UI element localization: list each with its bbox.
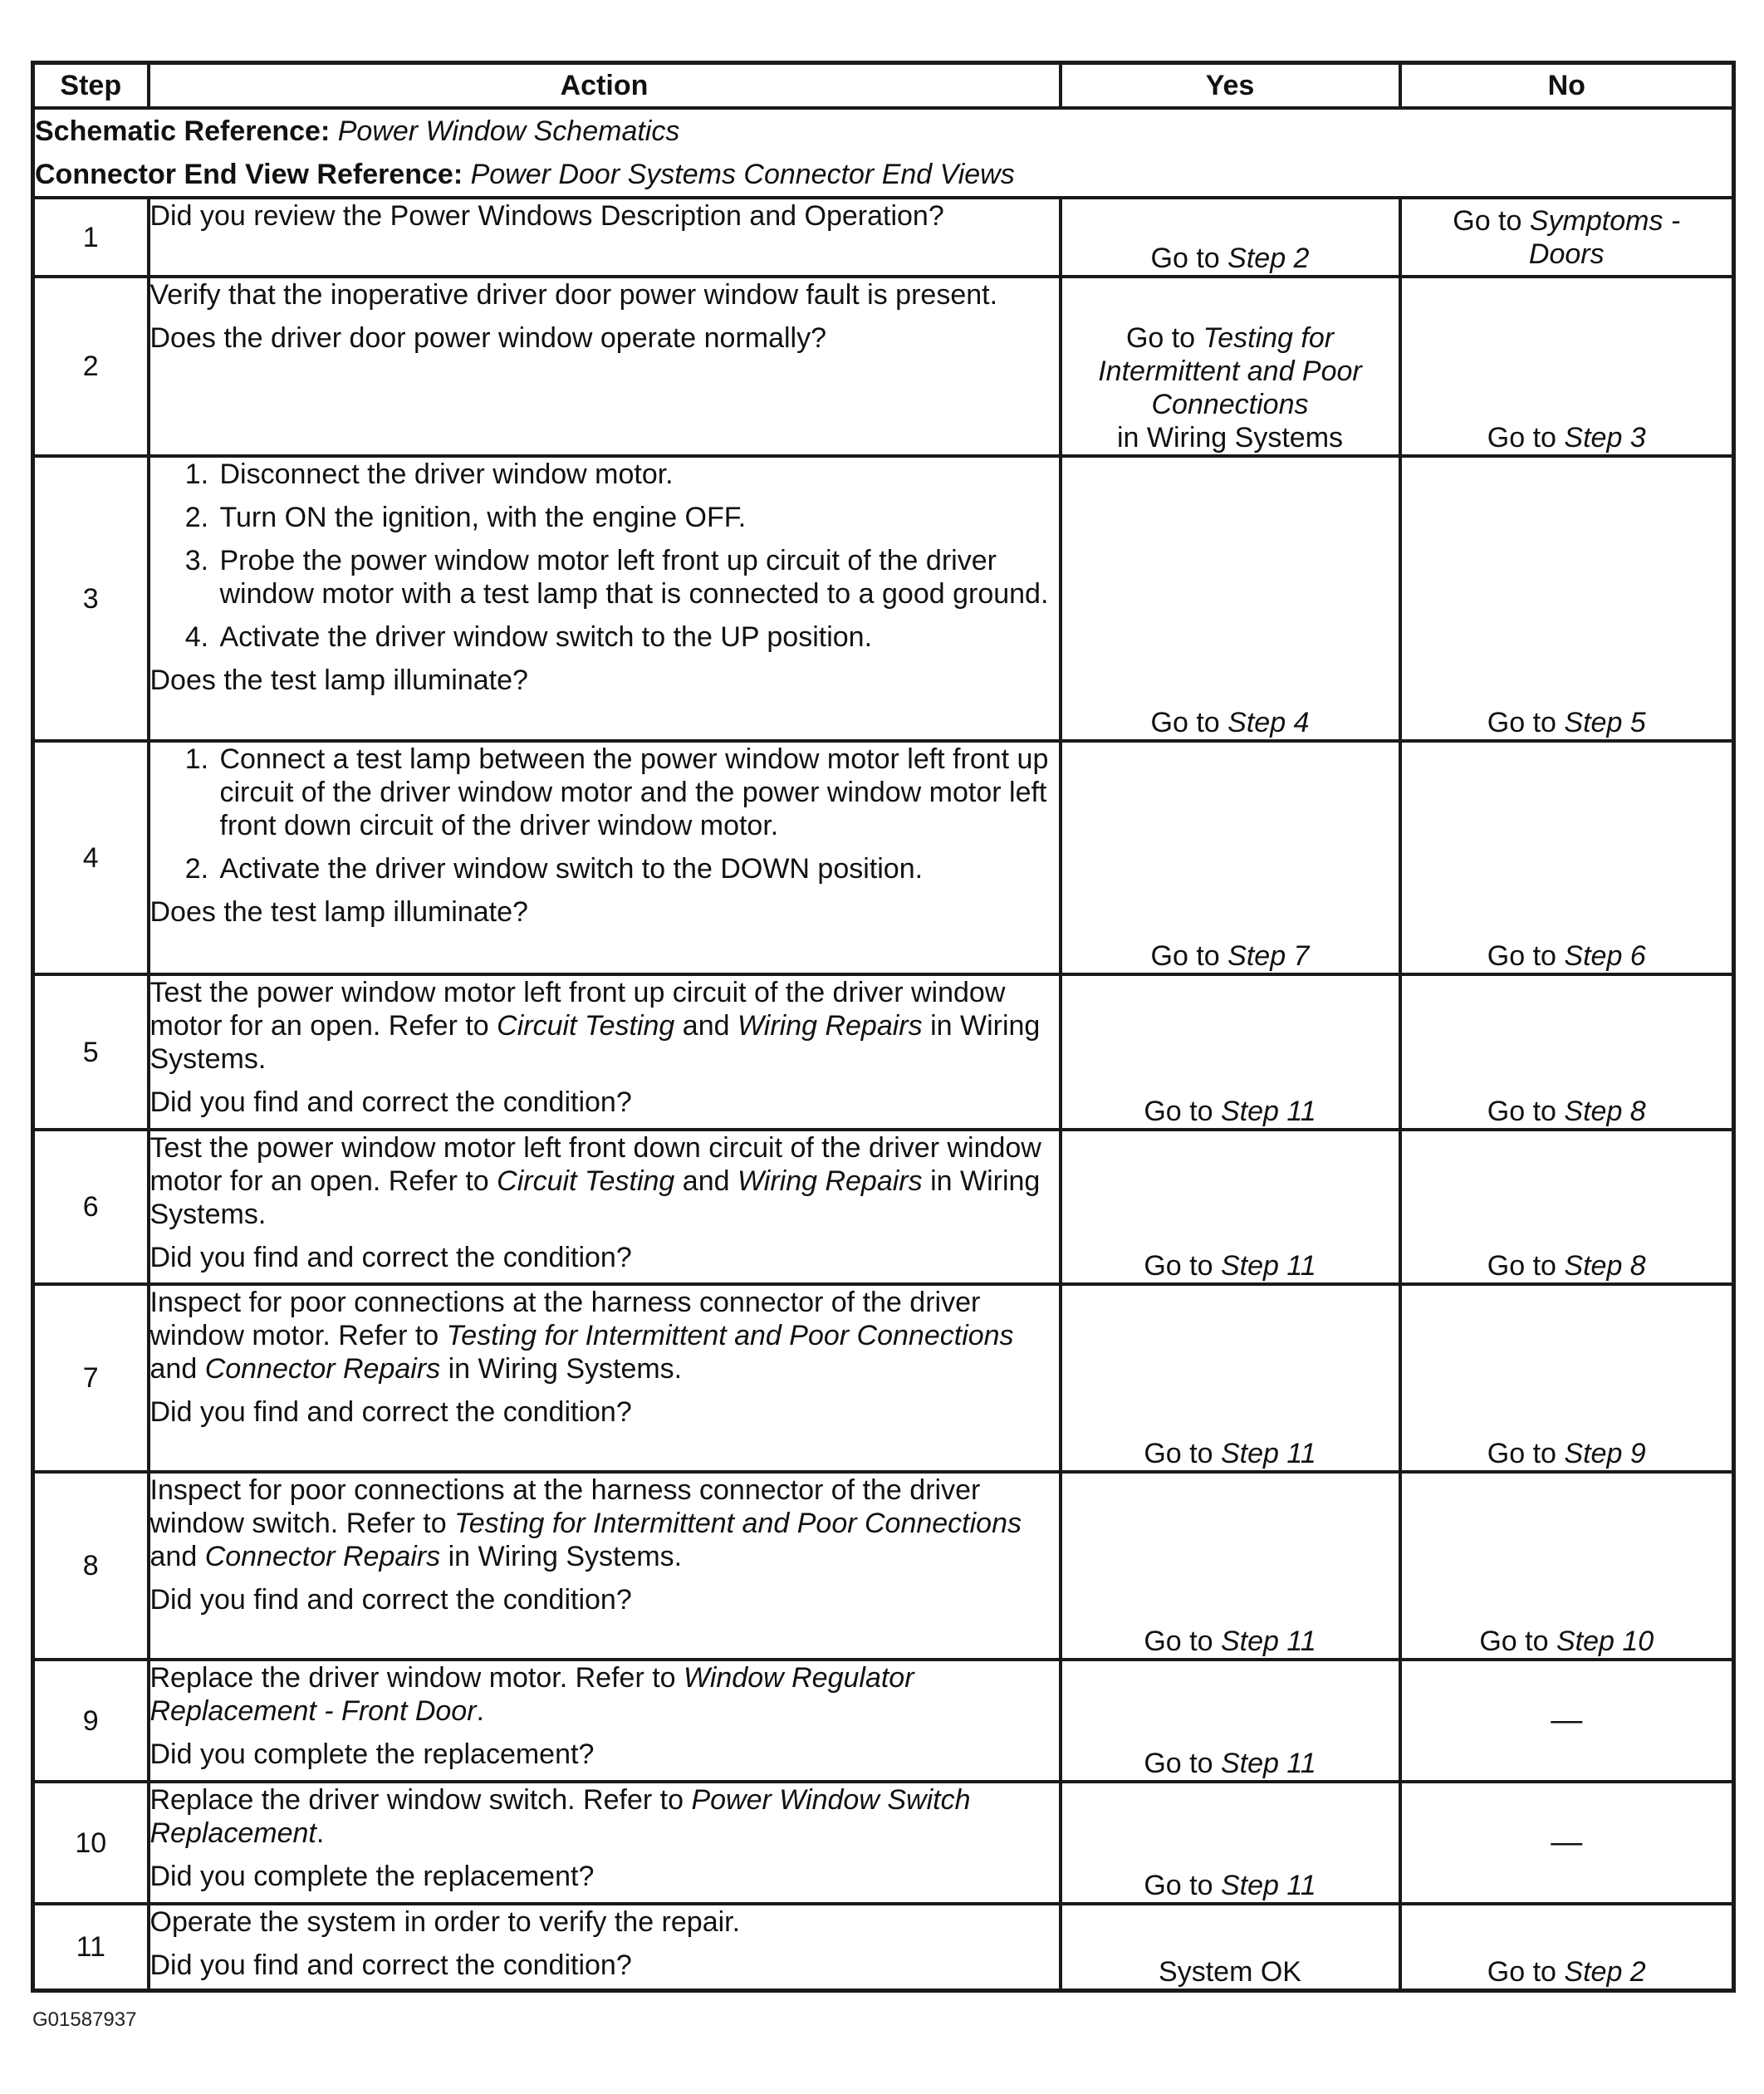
action-text-part: . <box>316 1817 325 1849</box>
step-number: 11 <box>33 1904 149 1990</box>
no-link[interactable]: Step 8 <box>1564 1250 1646 1282</box>
no-link[interactable]: Step 10 <box>1556 1626 1654 1657</box>
header-action: Action <box>149 63 1061 109</box>
step-number: 5 <box>33 974 149 1130</box>
action-text-part: Inspect for poor connections at the harness connector of the driver window switch. Refer to <box>149 1474 981 1539</box>
yes-link-cont[interactable]: Intermittent and Poor <box>1098 356 1362 387</box>
no-cell <box>1400 1130 1734 1284</box>
action-link[interactable]: Connector Repairs <box>204 1541 441 1572</box>
action-cell <box>149 1472 1061 1660</box>
procedure-item: 4. Activate the driver window switch to the UP position. <box>217 620 1059 654</box>
yes-prefix: Go to <box>1144 1870 1213 1901</box>
no-link[interactable]: Step 8 <box>1564 1096 1646 1127</box>
yes-link[interactable]: Testing for <box>1203 322 1335 354</box>
yes-link[interactable]: Step 11 <box>1220 1748 1316 1779</box>
yes-cell <box>1061 741 1400 974</box>
action-cell <box>149 277 1061 456</box>
procedure-item: 2. Activate the driver window switch to the DOWN position. <box>217 852 1059 885</box>
action-link[interactable]: Wiring Repairs <box>737 1165 923 1197</box>
action-text-part: Inspect for poor connections at the harness connector of the driver window motor. Refer to <box>149 1287 981 1351</box>
procedure-item: 1. Disconnect the driver window motor. <box>217 458 1059 491</box>
yes-cell <box>1061 1472 1400 1660</box>
no-link[interactable]: Step 2 <box>1564 1955 1646 1988</box>
yes-link[interactable]: Step 4 <box>1227 707 1310 738</box>
action-question: Did you find and correct the condition? <box>149 1242 632 1273</box>
no-prefix: Go to <box>1487 1096 1556 1127</box>
action-question: Did you complete the replacement? <box>149 1738 595 1770</box>
no-link[interactable]: Step 9 <box>1564 1438 1646 1469</box>
yes-prefix: Go to <box>1144 1748 1213 1779</box>
yes-cell <box>1061 456 1400 741</box>
table-row <box>33 198 1734 277</box>
no-prefix: Go to <box>1487 422 1556 454</box>
step-number: 2 <box>33 277 149 456</box>
yes-link[interactable]: Step 11 <box>1220 1626 1316 1657</box>
no-link[interactable]: Symptoms - <box>1529 204 1681 237</box>
no-cell <box>1400 741 1734 974</box>
no-cell <box>1400 1782 1734 1904</box>
procedure-item: 1. Connect a test lamp between the power window motor left front up circuit of the driver window motor and the power window motor left front down circuit of the driver window motor. <box>217 743 1059 842</box>
action-cell <box>149 1782 1061 1904</box>
yes-cell <box>1061 1284 1400 1472</box>
action-link[interactable]: Wiring Repairs <box>737 1010 923 1042</box>
action-cell <box>149 198 1061 277</box>
yes-link-cont[interactable]: Connections <box>1151 389 1309 420</box>
table-row <box>33 1904 1734 1990</box>
no-cell <box>1400 277 1734 456</box>
action-text: Did you review the Power Windows Description and Operation? <box>149 200 944 232</box>
action-text-part: and <box>682 1165 730 1197</box>
no-cell <box>1400 1472 1734 1660</box>
yes-prefix: Go to <box>1144 1096 1213 1127</box>
yes-cell <box>1061 1782 1400 1904</box>
procedure-item: 3. Probe the power window motor left front up circuit of the driver window motor with a test lamp that is connected to a good ground. <box>217 544 1059 611</box>
table-row <box>33 1472 1734 1660</box>
action-text <box>150 976 1059 1076</box>
action-text-part: Test the power window motor left front down circuit of the driver window motor for an open. Refer to <box>149 1132 1041 1197</box>
yes-prefix: Go to <box>1150 940 1220 972</box>
schematic-reference <box>35 110 1732 153</box>
action-question: Did you find and correct the condition? <box>149 1584 632 1616</box>
action-text-part: Test the power window motor left front up circuit of the driver window motor for an open. Refer to <box>149 977 1006 1042</box>
action-cell <box>149 1284 1061 1472</box>
yes-cell: System OK <box>1061 1904 1400 1990</box>
connector-reference-label: Connector End View Reference: <box>35 159 463 190</box>
step-number: 6 <box>33 1130 149 1284</box>
action-cell <box>149 1130 1061 1284</box>
yes-cell <box>1061 277 1400 456</box>
action-text <box>150 1286 1059 1385</box>
table-row <box>33 456 1734 741</box>
connector-reference-link[interactable]: Power Door Systems Connector End Views <box>470 159 1015 190</box>
table-row <box>33 741 1734 974</box>
header-yes: Yes <box>1061 63 1400 109</box>
step-number: 10 <box>33 1782 149 1904</box>
reference-cell <box>33 108 1734 198</box>
yes-prefix: Go to <box>1125 322 1196 354</box>
no-prefix: Go to <box>1487 707 1556 738</box>
yes-prefix: Go to <box>1144 1250 1213 1282</box>
table-header-row <box>33 63 1734 109</box>
action-question: Did you find and correct the condition? <box>149 1086 632 1118</box>
yes-prefix: Go to <box>1150 243 1220 274</box>
no-cell <box>1400 1284 1734 1472</box>
no-link[interactable]: Step 5 <box>1564 707 1646 738</box>
action-text <box>150 1474 1059 1573</box>
action-question: Did you find and correct the condition? <box>149 1949 632 1981</box>
no-link-cont[interactable]: Doors <box>1528 238 1605 270</box>
diagnostic-table <box>31 61 1736 1993</box>
action-text-part: and <box>149 1353 198 1385</box>
schematic-reference-label: Schematic Reference: <box>35 115 331 147</box>
action-question: Did you find and correct the condition? <box>149 1396 632 1428</box>
no-cell <box>1400 1660 1734 1782</box>
procedure-list <box>150 743 1059 885</box>
connector-reference <box>35 153 1732 196</box>
step-number: 8 <box>33 1472 149 1660</box>
action-text <box>150 1131 1059 1231</box>
action-link[interactable]: Power Window Switch Replacement <box>149 1784 971 1849</box>
no-prefix: Go to <box>1487 1955 1556 1988</box>
no-cell <box>1400 974 1734 1130</box>
action-text <box>150 1661 1059 1728</box>
table-row <box>33 1284 1734 1472</box>
action-question: Did you complete the replacement? <box>149 1861 595 1892</box>
header-step: Step <box>33 63 149 109</box>
yes-link[interactable]: Step 11 <box>1220 1096 1316 1127</box>
step-number: 3 <box>33 456 149 741</box>
procedure-list <box>150 458 1059 654</box>
action-text <box>150 1783 1059 1850</box>
action-text-part: Replace the driver window motor. Refer to <box>149 1662 676 1694</box>
yes-link[interactable]: Step 11 <box>1220 1438 1316 1469</box>
action-cell <box>149 456 1061 741</box>
schematic-reference-link[interactable]: Power Window Schematics <box>337 115 680 147</box>
table-row <box>33 277 1734 456</box>
no-cell <box>1400 198 1734 277</box>
step-number: 4 <box>33 741 149 974</box>
action-cell <box>149 1904 1061 1990</box>
figure-id: G01587937 <box>32 2008 137 2031</box>
action-cell <box>149 741 1061 974</box>
action-question: Does the test lamp illuminate? <box>149 664 528 696</box>
action-text-part: in Wiring Systems. <box>149 1165 1041 1230</box>
diagnostic-page <box>31 61 1732 1993</box>
table-row <box>33 1660 1734 1782</box>
no-prefix: Go to <box>1487 940 1556 972</box>
procedure-item: 2. Turn ON the ignition, with the engine OFF. <box>217 501 1059 534</box>
yes-prefix: Go to <box>1150 707 1220 738</box>
no-prefix: Go to <box>1487 1250 1556 1282</box>
yes-prefix: Go to <box>1144 1626 1213 1657</box>
action-link[interactable]: Testing for Intermittent and Poor Connections <box>446 1320 1014 1351</box>
action-text-part: in Wiring Systems. <box>448 1541 683 1572</box>
action-question: Does the driver door power window operate normally? <box>149 322 827 354</box>
action-text-part: Replace the driver window switch. Refer to <box>149 1784 684 1816</box>
action-link[interactable]: Testing for Intermittent and Poor Connections <box>454 1508 1022 1539</box>
yes-link[interactable]: Step 7 <box>1227 940 1310 972</box>
yes-prefix: Go to <box>1144 1438 1213 1469</box>
step-number: 1 <box>33 198 149 277</box>
header-no: No <box>1400 63 1734 109</box>
no-prefix: Go to <box>1453 204 1522 237</box>
no-dash: — <box>1551 1703 1583 1738</box>
action-text: Operate the system in order to verify the repair. <box>149 1906 741 1938</box>
action-text-part: in Wiring Systems. <box>149 1010 1041 1075</box>
no-cell <box>1400 456 1734 741</box>
no-cell <box>1400 1904 1734 1990</box>
table-row <box>33 974 1734 1130</box>
action-link[interactable]: Circuit Testing <box>497 1165 675 1197</box>
action-link[interactable]: Connector Repairs <box>204 1353 441 1385</box>
yes-cell <box>1061 1660 1400 1782</box>
action-text-part: . <box>476 1695 484 1727</box>
no-prefix: Go to <box>1487 1438 1556 1469</box>
yes-link[interactable]: Step 2 <box>1227 243 1310 274</box>
yes-suffix: in Wiring Systems <box>1116 422 1344 454</box>
action-cell <box>149 1660 1061 1782</box>
action-text-part: in Wiring Systems. <box>448 1353 683 1385</box>
action-text: Verify that the inoperative driver door power window fault is present. <box>149 279 998 311</box>
yes-link[interactable]: Step 11 <box>1220 1870 1316 1901</box>
action-question: Does the test lamp illuminate? <box>149 896 528 928</box>
action-cell <box>149 974 1061 1130</box>
no-prefix: Go to <box>1479 1626 1549 1657</box>
yes-cell <box>1061 1130 1400 1284</box>
table-row <box>33 1782 1734 1904</box>
step-number: 7 <box>33 1284 149 1472</box>
yes-cell <box>1061 198 1400 277</box>
no-link[interactable]: Step 3 <box>1564 422 1646 454</box>
step-number: 9 <box>33 1660 149 1782</box>
table-row <box>33 1130 1734 1284</box>
yes-link[interactable]: Step 11 <box>1220 1250 1316 1282</box>
action-text-part: and <box>682 1010 730 1042</box>
action-text-part: and <box>149 1541 198 1572</box>
action-link[interactable]: Circuit Testing <box>497 1010 675 1042</box>
reference-row <box>33 108 1734 198</box>
action-link[interactable]: Window Regulator Replacement - Front Door <box>149 1662 914 1727</box>
no-dash: — <box>1551 1825 1583 1860</box>
yes-cell <box>1061 974 1400 1130</box>
no-link[interactable]: Step 6 <box>1564 940 1646 972</box>
